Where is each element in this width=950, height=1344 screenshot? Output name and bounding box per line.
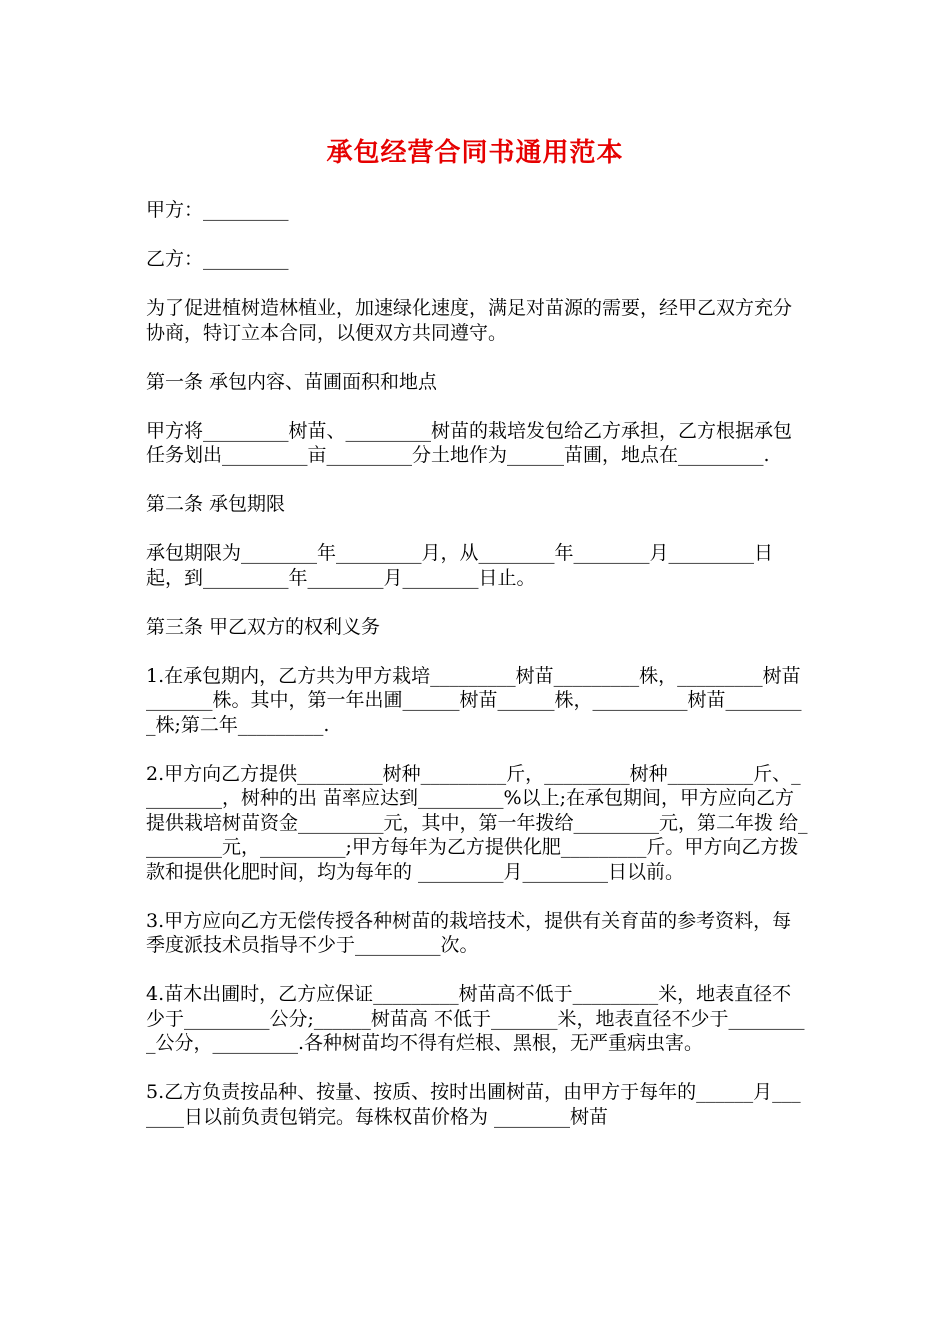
article-2-heading: 第二条 承包期限 bbox=[146, 493, 286, 515]
preamble: 为了促进植树造林植业，加速绿化速度，满足对苗源的需要，经甲乙双方充分协商，特订立本合同，以便双方共同遵守。 bbox=[146, 297, 793, 344]
party-a-line: 甲方：_________ bbox=[146, 199, 289, 221]
clause-5: 5.乙方负责按品种、按量、按质、按时出圃树苗，由甲方于每年的______月_______日以前负责包销完。每株权苗价格为 ________树苗 bbox=[146, 1081, 801, 1128]
party-b-line: 乙方：_________ bbox=[146, 248, 289, 270]
article-2-body: 承包期限为________年_________月，从________年________月_________日起，到_________年________月________日止。 bbox=[146, 542, 774, 589]
clause-1: 1.在承包期内，乙方共为甲方栽培_________树苗_________株，_________树苗_______株。其中，第一年出圃______树苗______株，__________树苗_________株;第二年_________. bbox=[146, 664, 802, 736]
document-title: 承包经营合同书通用范本 bbox=[326, 138, 624, 168]
article-3-heading: 第三条 甲乙双方的权利义务 bbox=[146, 615, 381, 638]
clause-4: 4.苗木出圃时，乙方应保证_________树苗高不低于_________米，地表直径不少于_________公分;______树苗高 不低于_______米，地表直径不少于_________公分，_________.各种树苗均不得有烂根、黑根，无严重病虫害。 bbox=[146, 983, 805, 1054]
article-1-heading: 第一条 承包内容、苗圃面积和地点 bbox=[146, 370, 438, 393]
article-1-body: 甲方将_________树苗、_________树苗的栽培发包给乙方承担，乙方根据承包任务划出_________亩_________分土地作为______苗圃，地点在_________. bbox=[146, 419, 793, 466]
clause-3: 3.甲方应向乙方无偿传授各种树苗的栽培技术，提供有关育苗的参考资料，每季度派技术员指导不少于_________次。 bbox=[146, 909, 792, 956]
clause-2: 2.甲方向乙方提供_________树种_________斤，_________树种_________斤、_________，树种的出 苗率应达到_________%以上;在承包期间，甲方应向乙方提供栽培树苗资金_________元，其中，第一年拨给_________元，第二年拨 给_________元，_________;甲方每年为乙方提供化肥_________斤。甲方向乙方拨款和提供化肥时间，均为每年的 _________月_________日以前。 bbox=[146, 762, 808, 883]
document-body bbox=[146, 198, 810, 1154]
